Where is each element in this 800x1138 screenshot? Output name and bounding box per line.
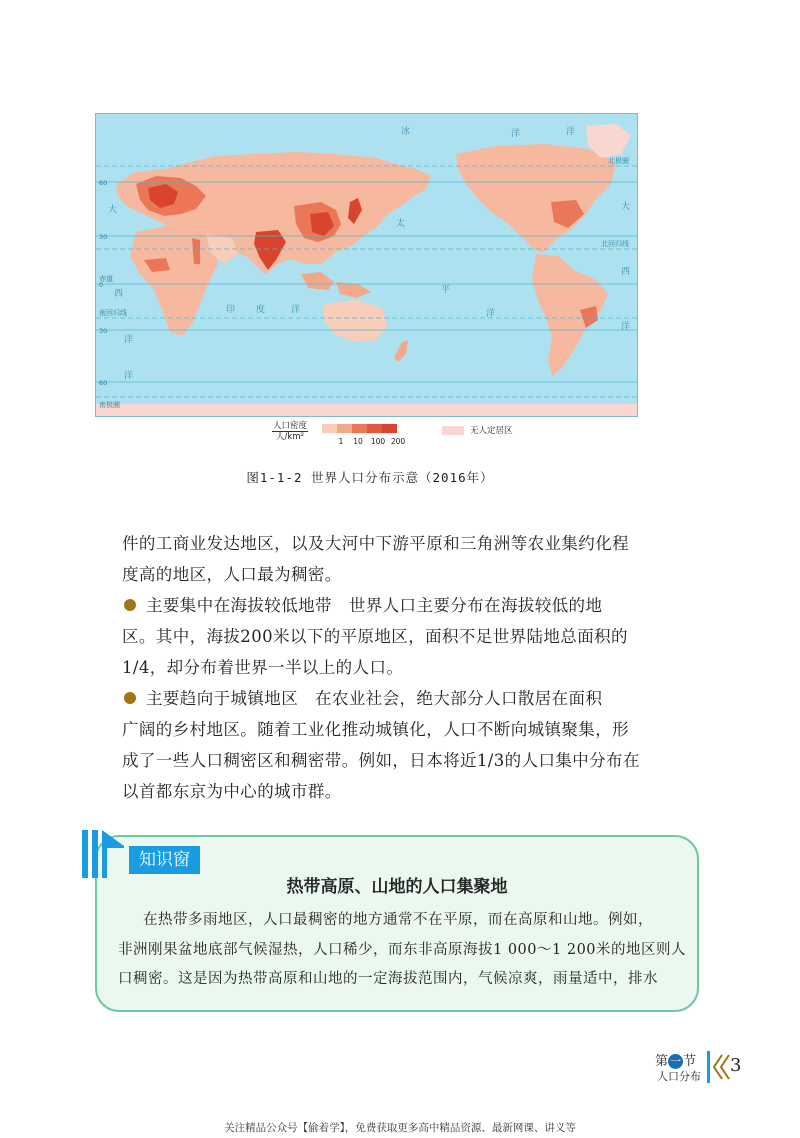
- map-svg: [96, 114, 637, 416]
- legend-no-settlement-swatch: [442, 426, 464, 435]
- legend-swatch: [382, 424, 397, 433]
- section-prefix: 第: [655, 1054, 669, 1069]
- ocean-char: 太: [396, 219, 406, 229]
- legend-tick: 200: [390, 437, 406, 446]
- legend-no-settlement-label: 无人定居区: [470, 426, 513, 436]
- knowledge-window-label: 知识窗: [129, 846, 200, 874]
- bullet-icon: [124, 692, 136, 704]
- body-line: 以首都东京为中心的城市群。: [122, 782, 342, 801]
- lat-label: 60: [99, 179, 108, 187]
- knowledge-window-title: 热带高原、山地的人口集聚地: [286, 877, 508, 897]
- ocean-char: 西: [621, 267, 631, 277]
- ocean-char: 冰: [401, 127, 411, 137]
- legend-swatch: [337, 424, 352, 433]
- legend-swatch: [367, 424, 382, 433]
- figure-caption: 图1-1-2 世界人口分布示意（2016年）: [246, 470, 494, 485]
- legend-title-top: 人口密度: [273, 421, 308, 431]
- legend-tick: 100: [370, 437, 386, 446]
- ocean-char: 洋: [621, 322, 631, 332]
- body-line: 成了一些人口稠密区和稠密带。例如，日本将近1/3的人口集中分布在: [122, 751, 640, 770]
- section-suffix: 节: [683, 1054, 697, 1069]
- ocean-char: 洋: [291, 305, 301, 315]
- equator-label: 赤道: [99, 275, 113, 283]
- knowledge-window-line: 非洲刚果盆地底部气候湿热，人口稀少，而东非高原海拔1 000～1 200米的地区则人: [118, 942, 687, 958]
- section-title: 人口分布: [657, 1070, 701, 1083]
- body-line: 区。其中，海拔200米以下的平原地区，面积不足世界陆地总面积的: [122, 627, 628, 646]
- legend-title-unit: 人/km²: [276, 432, 304, 442]
- paragraph-lead: 主要趋向于城镇地区: [146, 689, 299, 708]
- legend-title: [272, 421, 308, 442]
- legend-swatches: [322, 424, 397, 433]
- page-chevron-icon: [706, 1051, 732, 1083]
- lat-label: 30: [99, 233, 108, 241]
- ocean-char: 洋: [124, 335, 134, 345]
- ocean-char: 洋: [511, 129, 521, 139]
- tropic-capricorn-label: 南回归线: [99, 309, 127, 317]
- bullet-icon: [124, 599, 136, 611]
- ocean-char: 大: [108, 205, 118, 215]
- body-line: 件的工商业发达地区，以及大河中下游平原和三角洲等农业集约化程: [122, 534, 629, 553]
- lat-label: 30: [99, 327, 108, 335]
- lat-label: 0: [99, 281, 104, 289]
- knowledge-window-line: 在热带多雨地区，人口最稠密的地方通常不在平原，而在高原和山地。例如，: [143, 912, 653, 928]
- legend-no-settlement: [442, 424, 513, 436]
- ocean-char: 印: [226, 305, 236, 315]
- footer-note: 关注精品公众号【偷着学】，免费获取更多高中精品资源、最新网课、讲义等: [224, 1122, 576, 1134]
- tropic-cancer-label: 北回归线: [601, 240, 629, 248]
- paragraph-text: 在农业社会，绝大部分人口散居在面积: [315, 689, 603, 708]
- landmass-antarctica: [96, 404, 637, 416]
- ocean-char: 大: [621, 202, 631, 212]
- legend-swatch: [352, 424, 367, 433]
- ocean-char: 洋: [124, 371, 134, 381]
- legend-tick: 1: [338, 437, 344, 446]
- legend-swatch: [322, 424, 337, 433]
- paragraph-lead: 主要集中在海拔较低地带: [146, 596, 332, 615]
- paragraph-urban: [124, 685, 602, 709]
- world-population-map: [95, 113, 638, 417]
- ocean-char: 洋: [486, 309, 496, 319]
- section-label: [655, 1050, 696, 1069]
- ocean-char: 平: [441, 285, 451, 295]
- paragraph-lowland: [124, 592, 602, 616]
- page-number: 3: [730, 1055, 742, 1076]
- paragraph-text: 世界人口主要分布在海拔较低的地: [348, 596, 603, 615]
- ocean-char: 洋: [566, 127, 576, 137]
- ocean-char: 西: [114, 289, 124, 299]
- body-line: 度高的地区，人口最为稠密。: [122, 565, 342, 584]
- map-legend: [272, 421, 572, 453]
- body-line: 广阔的乡村地区。随着工业化推动城镇化，人口不断向城镇聚集，形: [122, 720, 629, 739]
- lat-label: 60: [99, 379, 108, 387]
- arctic-circle-label: 北极圈: [608, 157, 629, 165]
- knowledge-window-line: 口稠密。这是因为热带高原和山地的一定海拔范围内，气候凉爽，雨量适中，排水: [118, 971, 658, 987]
- ocean-char: 度: [256, 305, 266, 315]
- body-line: 1/4，却分布着世界一半以上的人口。: [122, 658, 404, 677]
- section-number: 一: [670, 1055, 682, 1068]
- legend-tick: 10: [353, 437, 363, 446]
- antarctic-circle-label: 南极圈: [99, 401, 120, 409]
